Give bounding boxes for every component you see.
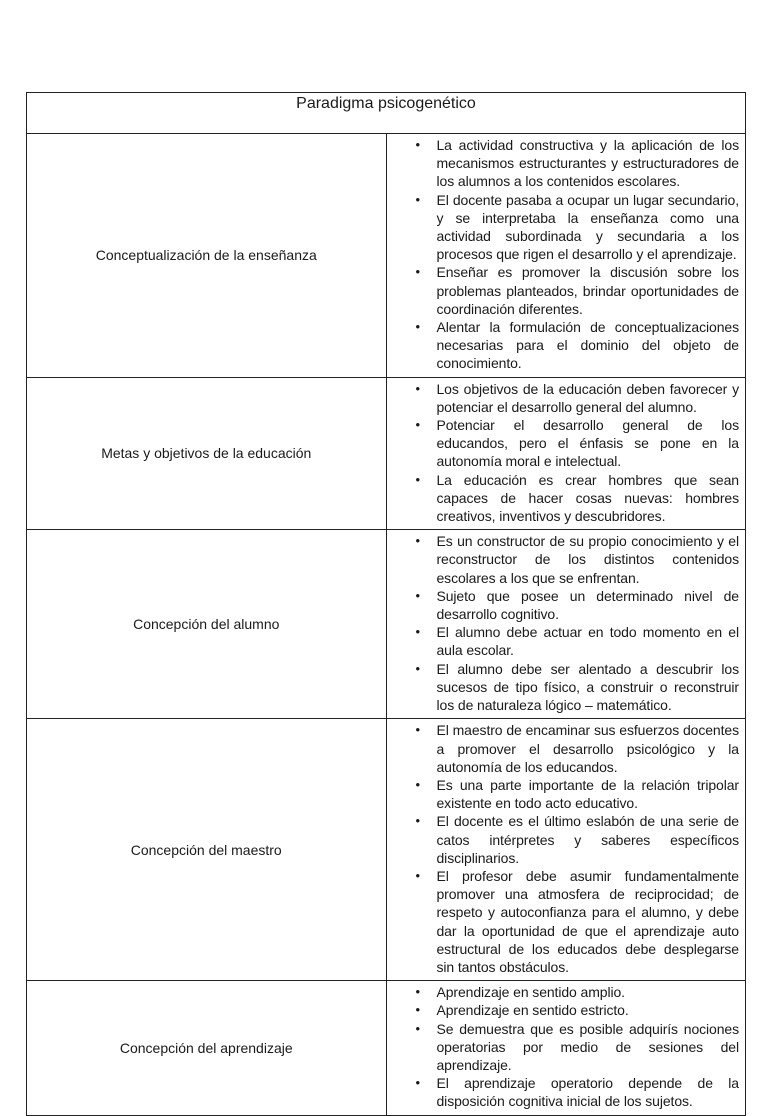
bullet-list [391, 983, 740, 1110]
row-label: Concepción del aprendizaje [27, 981, 387, 1115]
list-item: • El aprendizaje operatorio depende de la disposición cognitiva inicial de los sujetos. [437, 1074, 740, 1110]
paradigm-table [26, 92, 746, 1116]
list-item: • Enseñar es promover la discusión sobre los problemas planteados, brindar oportunidades de coordinación diferentes. [437, 263, 740, 318]
table-row [27, 530, 746, 719]
list-item: • El alumno debe actuar en todo momento en el aula escolar. [437, 623, 740, 659]
list-item: • Aprendizaje en sentido amplio. [437, 983, 740, 1001]
row-content [386, 981, 746, 1115]
list-item: • Los objetivos de la educación deben favorecer y potenciar el desarrollo general del alumno. [437, 380, 740, 416]
row-content [386, 377, 746, 530]
list-item: • El maestro de encaminar sus esfuerzos docentes a promover el desarrollo psicológico y la autonomía de los educandos. [437, 721, 740, 776]
table-row [27, 134, 746, 378]
table-row [27, 981, 746, 1115]
bullet-list [391, 136, 740, 373]
list-item: • Es un constructor de su propio conocimiento y el reconstructor de los distintos contenidos escolares a los que se enfrentan. [437, 532, 740, 587]
row-label: Metas y objetivos de la educación [27, 377, 387, 530]
list-item: • El alumno debe ser alentado a descubrir los sucesos de tipo físico, a construir o reconstruir los de naturaleza lógico – matemático. [437, 660, 740, 715]
row-content [386, 134, 746, 378]
list-item: • Sujeto que posee un determinado nivel de desarrollo cognitivo. [437, 587, 740, 623]
list-item: • El docente es el último eslabón de una serie de catos intérpretes y saberes específicos disciplinarios. [437, 812, 740, 867]
bullet-list [391, 380, 740, 526]
table-row [27, 377, 746, 530]
list-item: • La educación es crear hombres que sean capaces de hacer cosas nuevas: hombres creativos, inventivos y descubridores. [437, 471, 740, 526]
title-row [27, 93, 746, 134]
list-item: • El profesor debe asumir fundamentalmente promover una atmosfera de reciprocidad; de respeto y autoconfianza para el alumno, y debe dar la oportunidad de que el aprendizaje auto estructural de los educados debe desplegarse sin tantos obstáculos. [437, 867, 740, 976]
list-item: • Potenciar el desarrollo general de los educandos, pero el énfasis se pone en la autonomía moral e intelectual. [437, 416, 740, 471]
list-item: • Es una parte importante de la relación tripolar existente en todo acto educativo. [437, 776, 740, 812]
table-title: Paradigma psicogenético [27, 93, 746, 134]
table-row [27, 719, 746, 981]
list-item: • El docente pasaba a ocupar un lugar secundario, y se interpretaba la enseñanza como una actividad subordinada y secundaria a los procesos que rigen el desarrollo y el aprendizaje. [437, 191, 740, 264]
row-label: Concepción del alumno [27, 530, 387, 719]
bullet-list [391, 721, 740, 976]
list-item: • Aprendizaje en sentido estricto. [437, 1001, 740, 1019]
row-content [386, 719, 746, 981]
row-content [386, 530, 746, 719]
list-item: • Se demuestra que es posible adquirís nociones operatorias por medio de sesiones del aprendizaje. [437, 1020, 740, 1075]
list-item: • Alentar la formulación de conceptualizaciones necesarias para el dominio del objeto de conocimiento. [437, 318, 740, 373]
bullet-list [391, 532, 740, 714]
row-label: Concepción del maestro [27, 719, 387, 981]
row-label: Conceptualización de la enseñanza [27, 134, 387, 378]
list-item: • La actividad constructiva y la aplicación de los mecanismos estructurantes y estructuradores de los alumnos a los contenidos escolares. [437, 136, 740, 191]
document-page [26, 92, 746, 1116]
